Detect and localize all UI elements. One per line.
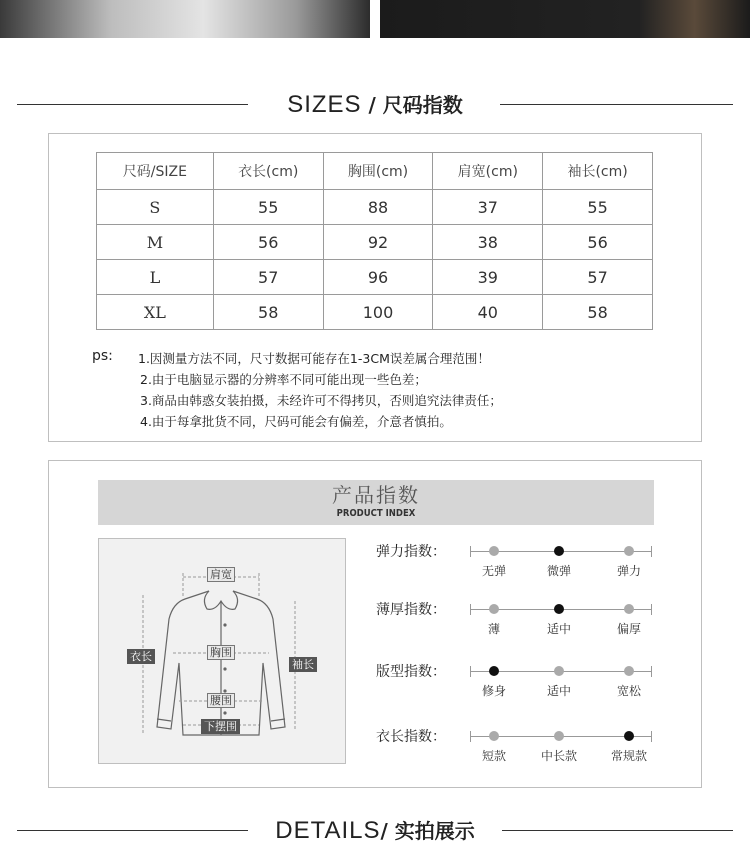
size-cell: L bbox=[97, 260, 214, 295]
index-option: 薄 bbox=[487, 622, 500, 636]
track-end-tick bbox=[651, 666, 652, 677]
note-item: 1.因测量方法不同，尺寸数据可能存在1-3CM误差属合理范围！ bbox=[138, 351, 490, 366]
size-table bbox=[96, 152, 653, 330]
sizes-title-cn: 尺码指数 bbox=[382, 93, 463, 117]
header-cell: 袖长(cm) bbox=[543, 153, 653, 190]
sizes-title bbox=[0, 87, 750, 122]
index-option: 弹力 bbox=[616, 564, 641, 578]
index-option: 中长款 bbox=[540, 749, 577, 763]
index-dot-0 bbox=[489, 666, 499, 676]
details-title bbox=[0, 813, 750, 848]
index-dot-1 bbox=[554, 731, 564, 741]
index-option: 偏厚 bbox=[616, 622, 641, 636]
table-cell: 56 bbox=[213, 225, 323, 260]
table-row bbox=[97, 225, 653, 260]
sizes-title-sep: / bbox=[361, 93, 383, 117]
table-row bbox=[97, 190, 653, 225]
header-cell: 肩宽(cm) bbox=[433, 153, 543, 190]
table-cell: 58 bbox=[543, 295, 653, 330]
table-cell: 55 bbox=[213, 190, 323, 225]
index-dot-2 bbox=[624, 604, 634, 614]
table-cell: 58 bbox=[213, 295, 323, 330]
notes-list bbox=[140, 348, 600, 432]
index-dot-2 bbox=[624, 731, 634, 741]
table-cell: 92 bbox=[323, 225, 433, 260]
table-cell: 56 bbox=[543, 225, 653, 260]
table-cell: 40 bbox=[433, 295, 543, 330]
size-cell: M bbox=[97, 225, 214, 260]
note-item: 4.由于每拿批货不同，尺码可能会有偏差，介意者慎拍。 bbox=[140, 414, 452, 429]
index-option: 微弹 bbox=[546, 564, 571, 578]
sizes-section-heading bbox=[0, 87, 750, 121]
note-item: 3.商品由韩惑女装拍摄，未经许可不得拷贝，否则追究法律责任； bbox=[140, 393, 502, 408]
table-cell: 55 bbox=[543, 190, 653, 225]
diagram-label-hem: 下摆围 bbox=[201, 719, 240, 734]
index-option: 短款 bbox=[481, 749, 506, 763]
index-dot-0 bbox=[489, 546, 499, 556]
index-label: 薄厚指数： bbox=[376, 602, 446, 618]
track-end-tick bbox=[651, 546, 652, 557]
index-option: 修身 bbox=[481, 684, 506, 698]
table-cell: 96 bbox=[323, 260, 433, 295]
table-cell: 57 bbox=[213, 260, 323, 295]
track-end-tick bbox=[651, 731, 652, 742]
track-end-tick bbox=[470, 666, 471, 677]
product-index-title-en: PRODUCT INDEX bbox=[336, 508, 416, 519]
track-end-tick bbox=[651, 604, 652, 615]
index-dot-1 bbox=[554, 604, 564, 614]
track-end-tick bbox=[470, 731, 471, 742]
sizes-title-en: SIZES bbox=[287, 91, 362, 118]
table-cell: 57 bbox=[543, 260, 653, 295]
details-title-cn: 实拍展示 bbox=[394, 819, 475, 843]
track-end-tick bbox=[470, 546, 471, 557]
details-title-sep: / bbox=[380, 819, 395, 843]
index-dot-1 bbox=[554, 666, 564, 676]
details-title-en: DETAILS bbox=[275, 817, 381, 844]
product-photo-left bbox=[0, 0, 370, 38]
index-dot-0 bbox=[489, 604, 499, 614]
index-row-length bbox=[376, 728, 656, 768]
index-dot-1 bbox=[554, 546, 564, 556]
index-option: 适中 bbox=[546, 622, 571, 636]
index-row-fit bbox=[376, 663, 656, 703]
table-row bbox=[97, 260, 653, 295]
details-section-heading bbox=[0, 813, 750, 847]
table-cell: 39 bbox=[433, 260, 543, 295]
product-photo-right bbox=[380, 0, 750, 38]
index-option: 适中 bbox=[546, 684, 571, 698]
index-option: 宽松 bbox=[616, 684, 641, 698]
index-label: 版型指数： bbox=[376, 664, 446, 680]
index-option: 无弹 bbox=[481, 564, 506, 578]
product-index-banner bbox=[98, 480, 654, 525]
product-index-title-cn: 产品指数 bbox=[332, 483, 420, 507]
table-cell: 88 bbox=[323, 190, 433, 225]
index-dot-2 bbox=[624, 546, 634, 556]
size-cell: XL bbox=[97, 295, 214, 330]
diagram-label-shoulder: 肩宽 bbox=[207, 567, 235, 582]
size-cell: S bbox=[97, 190, 214, 225]
diagram-label-length: 衣长 bbox=[127, 649, 155, 664]
index-dot-0 bbox=[489, 731, 499, 741]
table-cell: 100 bbox=[323, 295, 433, 330]
note-item: 2.由于电脑显示器的分辨率不同可能出现一些色差； bbox=[140, 372, 427, 387]
table-cell: 38 bbox=[433, 225, 543, 260]
diagram-label-waist: 腰围 bbox=[207, 693, 235, 708]
index-label: 衣长指数： bbox=[376, 729, 446, 745]
size-table-header bbox=[97, 153, 653, 190]
diagram-label-chest: 胸围 bbox=[207, 645, 235, 660]
index-row-thickness bbox=[376, 601, 656, 641]
index-row-elasticity bbox=[376, 543, 656, 583]
garment-measure-diagram bbox=[98, 538, 346, 764]
track-end-tick bbox=[470, 604, 471, 615]
header-cell: 胸围(cm) bbox=[323, 153, 433, 190]
table-row bbox=[97, 295, 653, 330]
header-cell: 尺码/SIZE bbox=[97, 153, 214, 190]
index-option: 常规款 bbox=[610, 749, 647, 763]
diagram-label-sleeve: 袖长 bbox=[289, 657, 317, 672]
table-cell: 37 bbox=[433, 190, 543, 225]
index-dot-2 bbox=[624, 666, 634, 676]
index-label: 弹力指数： bbox=[376, 544, 446, 560]
header-cell: 衣长(cm) bbox=[213, 153, 323, 190]
notes-label: ps: bbox=[92, 348, 113, 364]
